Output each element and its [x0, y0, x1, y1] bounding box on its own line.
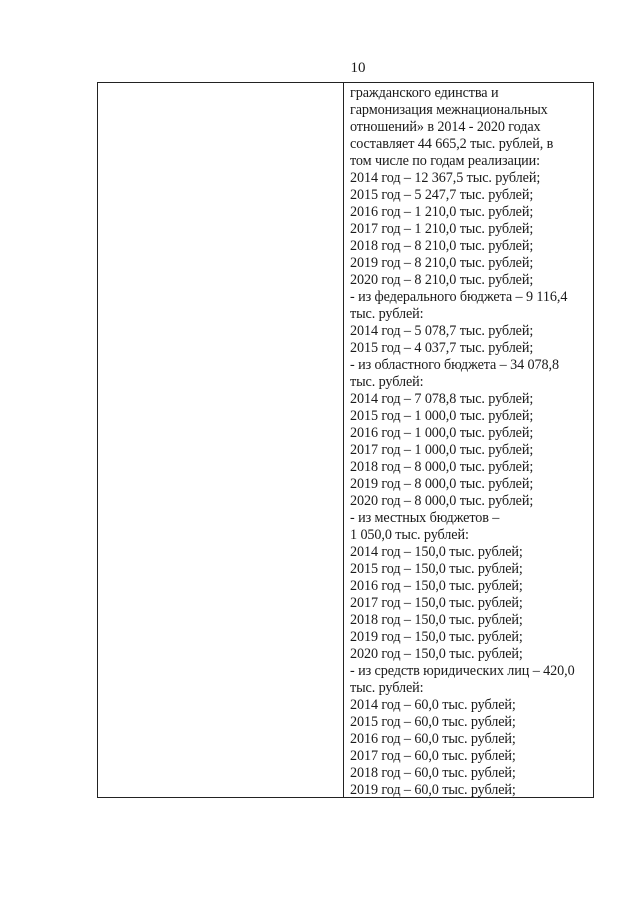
text-line: том числе по годам реализации:	[350, 153, 541, 169]
text-line: 2015 год – 4 037,7 тыс. рублей;	[350, 340, 534, 356]
text-line: тыс. рублей:	[350, 680, 424, 696]
text-line: 2018 год – 60,0 тыс. рублей;	[350, 765, 516, 781]
text-line: 2014 год – 7 078,8 тыс. рублей;	[350, 391, 534, 407]
text-line: отношений» в 2014 - 2020 годах	[350, 119, 541, 135]
table-cell-right	[350, 85, 590, 799]
text-line: 2017 год – 1 210,0 тыс. рублей;	[350, 221, 534, 237]
text-line: 2017 год – 60,0 тыс. рублей;	[350, 748, 516, 764]
text-line: 2014 год – 5 078,7 тыс. рублей;	[350, 323, 534, 339]
text-line: 2015 год – 1 000,0 тыс. рублей;	[350, 408, 534, 424]
text-line: 2019 год – 8 210,0 тыс. рублей;	[350, 255, 534, 271]
text-line: 2016 год – 150,0 тыс. рублей;	[350, 578, 523, 594]
text-line: - из областного бюджета – 34 078,8	[350, 357, 559, 373]
text-line: - из средств юридических лиц – 420,0	[350, 663, 575, 679]
text-line: 2015 год – 150,0 тыс. рублей;	[350, 561, 523, 577]
text-line: - из федерального бюджета – 9 116,4	[350, 289, 568, 305]
text-line: 1 050,0 тыс. рублей:	[350, 527, 469, 543]
text-line: 2020 год – 150,0 тыс. рублей;	[350, 646, 523, 662]
text-line: 2018 год – 150,0 тыс. рублей;	[350, 612, 523, 628]
text-line: 2016 год – 1 000,0 тыс. рублей;	[350, 425, 534, 441]
text-line: 2015 год – 60,0 тыс. рублей;	[350, 714, 516, 730]
text-line: 2017 год – 150,0 тыс. рублей;	[350, 595, 523, 611]
text-line: 2014 год – 150,0 тыс. рублей;	[350, 544, 523, 560]
page-number: 10	[350, 60, 366, 76]
text-line: 2015 год – 5 247,7 тыс. рублей;	[350, 187, 534, 203]
text-line: гармонизация межнациональных	[350, 102, 548, 118]
text-line: тыс. рублей:	[350, 374, 424, 390]
text-line: 2019 год – 8 000,0 тыс. рублей;	[350, 476, 534, 492]
text-line: - из местных бюджетов –	[350, 510, 500, 526]
text-line: 2016 год – 1 210,0 тыс. рублей;	[350, 204, 534, 220]
text-line: 2017 год – 1 000,0 тыс. рублей;	[350, 442, 534, 458]
table-cell-left	[98, 83, 344, 797]
text-line: 2014 год – 12 367,5 тыс. рублей;	[350, 170, 541, 186]
text-line: составляет 44 665,2 тыс. рублей, в	[350, 136, 554, 152]
text-line: 2014 год – 60,0 тыс. рублей;	[350, 697, 516, 713]
text-line: 2016 год – 60,0 тыс. рублей;	[350, 731, 516, 747]
text-line: 2020 год – 8 000,0 тыс. рублей;	[350, 493, 534, 509]
text-line: 2018 год – 8 000,0 тыс. рублей;	[350, 459, 534, 475]
document-table	[97, 82, 594, 798]
text-line: тыс. рублей:	[350, 306, 424, 322]
text-line: 2019 год – 60,0 тыс. рублей;	[350, 782, 516, 798]
text-line: 2020 год – 8 210,0 тыс. рублей;	[350, 272, 534, 288]
text-line: 2018 год – 8 210,0 тыс. рублей;	[350, 238, 534, 254]
text-line: 2019 год – 150,0 тыс. рублей;	[350, 629, 523, 645]
text-line: гражданского единства и	[350, 85, 499, 101]
